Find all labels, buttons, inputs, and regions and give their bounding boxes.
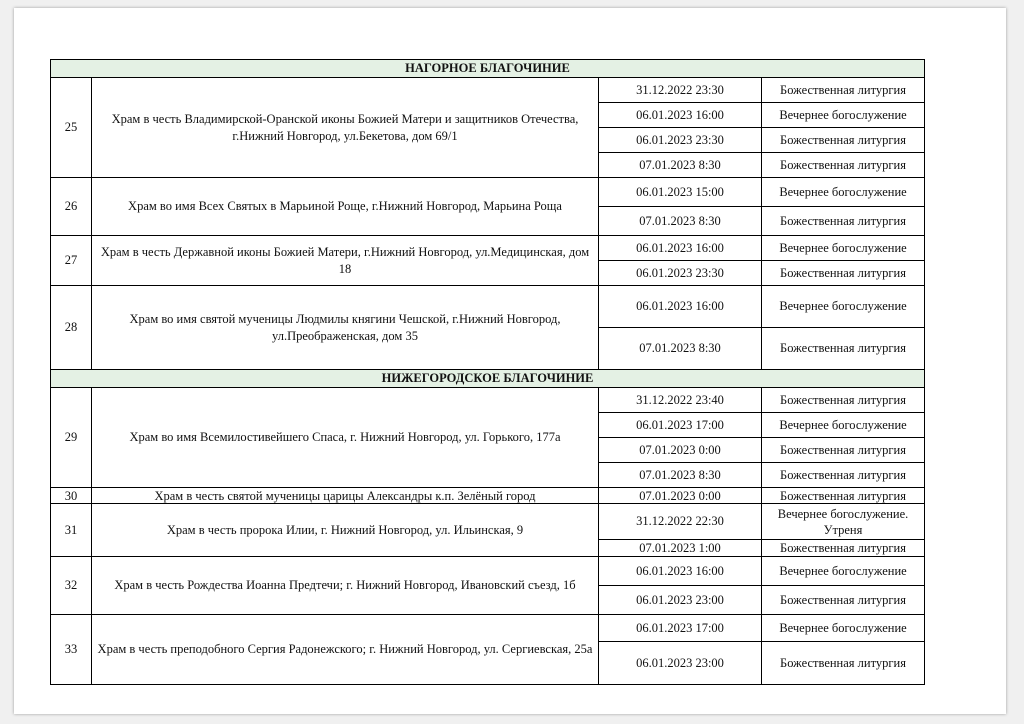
- service-datetime: 06.01.2023 23:30: [599, 128, 762, 153]
- service-datetime: 06.01.2023 16:00: [599, 557, 762, 586]
- service-type: Вечернее богослужение: [762, 413, 925, 438]
- church-name: Храм в честь святой мученицы царицы Александры к.п. Зелёный город: [92, 488, 599, 504]
- table-row: [51, 236, 925, 261]
- church-name: Храм в честь пророка Илии, г. Нижний Новгород, ул. Ильинская, 9: [92, 504, 599, 557]
- service-datetime: 06.01.2023 17:00: [599, 413, 762, 438]
- service-datetime: 07.01.2023 0:00: [599, 438, 762, 463]
- section-header-row: [51, 60, 925, 78]
- table-row: [51, 388, 925, 413]
- church-name: Храм в честь Владимирской-Оранской иконы Божией Матери и защитников Отечества, г.Нижний Новгород, ул.Бекетова, дом 69/1: [92, 78, 599, 178]
- church-number: 27: [51, 236, 92, 286]
- section-title: НАГОРНОЕ БЛАГОЧИНИЕ: [51, 60, 925, 78]
- service-schedule-table: [50, 59, 925, 685]
- service-type: Божественная литургия: [762, 328, 925, 370]
- church-number: 33: [51, 615, 92, 685]
- service-type: Божественная литургия: [762, 388, 925, 413]
- service-type: Вечернее богослужение. Утреня: [762, 504, 925, 540]
- service-datetime: 31.12.2022 23:30: [599, 78, 762, 103]
- document-page: [14, 8, 1006, 714]
- service-datetime: 06.01.2023 23:00: [599, 586, 762, 615]
- table-row: [51, 78, 925, 103]
- table-row: [51, 557, 925, 586]
- service-datetime: 07.01.2023 8:30: [599, 153, 762, 178]
- service-datetime: 31.12.2022 23:40: [599, 388, 762, 413]
- table-row: [51, 286, 925, 328]
- church-number: 25: [51, 78, 92, 178]
- service-datetime: 06.01.2023 17:00: [599, 615, 762, 642]
- service-type: Вечернее богослужение: [762, 557, 925, 586]
- service-datetime: 06.01.2023 23:00: [599, 642, 762, 685]
- service-type: Божественная литургия: [762, 261, 925, 286]
- service-type: Вечернее богослужение: [762, 103, 925, 128]
- church-name: Храм в честь Державной иконы Божией Матери, г.Нижний Новгород, ул.Медицинская, дом 18: [92, 236, 599, 286]
- service-datetime: 07.01.2023 8:30: [599, 207, 762, 236]
- church-name: Храм во имя святой мученицы Людмилы княгини Чешской, г.Нижний Новгород, ул.Преображенская, дом 35: [92, 286, 599, 370]
- church-name: Храм во имя Всех Святых в Марьиной Роще, г.Нижний Новгород, Марьина Роща: [92, 178, 599, 236]
- service-datetime: 07.01.2023 8:30: [599, 328, 762, 370]
- service-datetime: 06.01.2023 16:00: [599, 103, 762, 128]
- section-header-row: [51, 370, 925, 388]
- church-number: 28: [51, 286, 92, 370]
- service-datetime: 06.01.2023 16:00: [599, 286, 762, 328]
- church-number: 30: [51, 488, 92, 504]
- service-type: Божественная литургия: [762, 78, 925, 103]
- service-type: Божественная литургия: [762, 488, 925, 504]
- service-datetime: 07.01.2023 8:30: [599, 463, 762, 488]
- service-type: Вечернее богослужение: [762, 286, 925, 328]
- table-row: [51, 615, 925, 642]
- service-type: Божественная литургия: [762, 207, 925, 236]
- service-datetime: 31.12.2022 22:30: [599, 504, 762, 540]
- service-type: Вечернее богослужение: [762, 236, 925, 261]
- church-name: Храм во имя Всемилостивейшего Спаса, г. Нижний Новгород, ул. Горького, 177а: [92, 388, 599, 488]
- service-type: Божественная литургия: [762, 586, 925, 615]
- service-type: Божественная литургия: [762, 642, 925, 685]
- church-number: 31: [51, 504, 92, 557]
- section-title: НИЖЕГОРОДСКОЕ БЛАГОЧИНИЕ: [51, 370, 925, 388]
- table-row: [51, 504, 925, 540]
- service-type: Божественная литургия: [762, 438, 925, 463]
- service-datetime: 07.01.2023 1:00: [599, 540, 762, 557]
- service-type: Вечернее богослужение: [762, 615, 925, 642]
- service-type: Божественная литургия: [762, 128, 925, 153]
- church-name: Храм в честь преподобного Сергия Радонежского; г. Нижний Новгород, ул. Сергиевская, 25а: [92, 615, 599, 685]
- service-type: Божественная литургия: [762, 540, 925, 557]
- service-type: Божественная литургия: [762, 463, 925, 488]
- church-name: Храм в честь Рождества Иоанна Предтечи; г. Нижний Новгород, Ивановский съезд, 1б: [92, 557, 599, 615]
- church-number: 29: [51, 388, 92, 488]
- service-datetime: 07.01.2023 0:00: [599, 488, 762, 504]
- service-datetime: 06.01.2023 23:30: [599, 261, 762, 286]
- table-row: [51, 488, 925, 504]
- church-number: 32: [51, 557, 92, 615]
- service-type: Божественная литургия: [762, 153, 925, 178]
- service-datetime: 06.01.2023 16:00: [599, 236, 762, 261]
- service-type: Вечернее богослужение: [762, 178, 925, 207]
- church-number: 26: [51, 178, 92, 236]
- service-datetime: 06.01.2023 15:00: [599, 178, 762, 207]
- table-row: [51, 178, 925, 207]
